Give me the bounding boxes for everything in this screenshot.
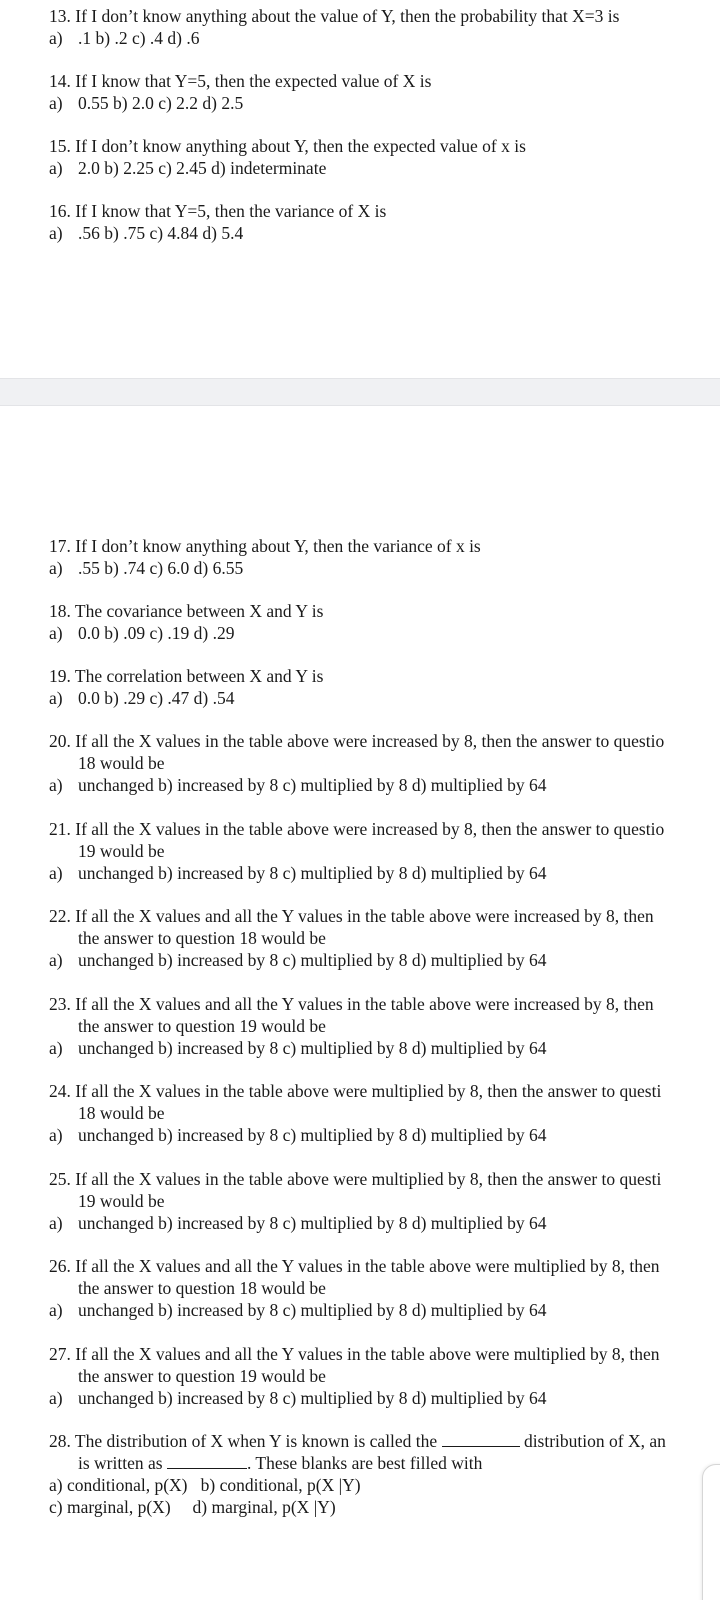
question-stem-part-2: distribution of X, an [523, 1431, 666, 1451]
question-stem: 26. If all the X values and all the Y values in the table above were multiplied by 8, then [49, 1256, 660, 1276]
answer-options [0, 949, 720, 971]
question-16 [0, 200, 720, 244]
option-label: a) [49, 863, 63, 883]
question-stem-continued [0, 1452, 720, 1474]
option-label: a) [49, 623, 63, 643]
question-25 [0, 1168, 720, 1234]
question-stem: 17. If I don’t know anything about Y, then the variance of x is [49, 536, 481, 556]
question-20 [0, 730, 720, 796]
option-label: a) [49, 158, 63, 178]
answer-options-line-2: c) marginal, p(X) d) marginal, p(X |Y) [49, 1497, 336, 1517]
question-stem: 15. If I don’t know anything about Y, then the expected value of x is [49, 136, 526, 156]
question-stem: 14. If I know that Y=5, then the expected value of X is [49, 71, 432, 91]
option-text: .56 b) .75 c) 4.84 d) 5.4 [78, 223, 244, 243]
option-label: a) [49, 223, 63, 243]
question-stem-continued: 19 would be [78, 1191, 165, 1211]
option-text: unchanged b) increased by 8 c) multiplied by 8 d) multiplied by 64 [78, 775, 547, 795]
question-stem-continued: the answer to question 18 would be [78, 1278, 326, 1298]
question-19 [0, 665, 720, 709]
answer-options [0, 862, 720, 884]
option-text: unchanged b) increased by 8 c) multiplied by 8 d) multiplied by 64 [78, 1388, 547, 1408]
option-label: a) [49, 1125, 63, 1145]
answer-options [0, 1124, 720, 1146]
answer-options [0, 1037, 720, 1059]
question-23 [0, 993, 720, 1059]
option-text: unchanged b) increased by 8 c) multiplied by 8 d) multiplied by 64 [78, 1213, 547, 1233]
question-stem-continued: the answer to question 19 would be [78, 1366, 326, 1386]
question-24 [0, 1080, 720, 1146]
option-text: unchanged b) increased by 8 c) multiplied by 8 d) multiplied by 64 [78, 1300, 547, 1320]
option-label: a) [49, 28, 63, 48]
option-text: 0.0 b) .09 c) .19 d) .29 [78, 623, 235, 643]
question-stem-continued: 18 would be [78, 1103, 165, 1123]
answer-options [0, 774, 720, 796]
option-text: 0.55 b) 2.0 c) 2.2 d) 2.5 [78, 93, 244, 113]
question-stem: 22. If all the X values and all the Y values in the table above were increased by 8, then [49, 906, 654, 926]
option-text: .55 b) .74 c) 6.0 d) 6.55 [78, 558, 244, 578]
option-text: 2.0 b) 2.25 c) 2.45 d) indeterminate [78, 158, 327, 178]
question-stem: 21. If all the X values in the table above were increased by 8, then the answer to questio [49, 819, 665, 839]
option-label: a) [49, 1388, 63, 1408]
question-cont-part-1: is written as [78, 1453, 163, 1473]
option-label: a) [49, 688, 63, 708]
fill-in-blank [167, 1456, 247, 1469]
option-text: .1 b) .2 c) .4 d) .6 [78, 28, 200, 48]
question-28 [0, 1430, 720, 1518]
document-page-1 [0, 0, 720, 378]
question-stem: 13. If I don’t know anything about the value of Y, then the probability that X=3 is [49, 6, 620, 26]
question-stem: 18. The covariance between X and Y is [49, 601, 324, 621]
question-15 [0, 135, 720, 179]
question-13 [0, 5, 720, 49]
answer-options [0, 557, 720, 579]
option-text: 0.0 b) .29 c) .47 d) .54 [78, 688, 235, 708]
fill-in-blank [442, 1434, 520, 1447]
option-text: unchanged b) increased by 8 c) multiplied by 8 d) multiplied by 64 [78, 1038, 547, 1058]
answer-options [0, 1299, 720, 1321]
question-stem [0, 1430, 720, 1452]
question-stem: 19. The correlation between X and Y is [49, 666, 324, 686]
question-stem: 20. If all the X values in the table above were increased by 8, then the answer to questio [49, 731, 665, 751]
question-14 [0, 70, 720, 114]
option-label: a) [49, 93, 63, 113]
question-stem-continued: 19 would be [78, 841, 165, 861]
answer-options [0, 222, 720, 244]
answer-options [0, 157, 720, 179]
option-label: a) [49, 950, 63, 970]
option-label: a) [49, 775, 63, 795]
option-label: a) [49, 1038, 63, 1058]
document-page-2 [0, 406, 720, 1600]
option-label: a) [49, 558, 63, 578]
answer-options [0, 687, 720, 709]
question-stem-continued: the answer to question 19 would be [78, 1016, 326, 1036]
question-stem: 25. If all the X values in the table above were multiplied by 8, then the answer to questi [49, 1169, 662, 1189]
question-stem: 16. If I know that Y=5, then the variance of X is [49, 201, 387, 221]
option-text: unchanged b) increased by 8 c) multiplied by 8 d) multiplied by 64 [78, 950, 547, 970]
question-stem: 24. If all the X values in the table above were multiplied by 8, then the answer to questi [49, 1081, 662, 1101]
option-label: a) [49, 1300, 63, 1320]
option-text: unchanged b) increased by 8 c) multiplied by 8 d) multiplied by 64 [78, 1125, 547, 1145]
question-21 [0, 818, 720, 884]
answer-options [0, 92, 720, 114]
question-22 [0, 905, 720, 971]
question-stem-continued: the answer to question 18 would be [78, 928, 326, 948]
answer-options [0, 1387, 720, 1409]
answer-options [0, 1212, 720, 1234]
question-17 [0, 535, 720, 579]
option-text: unchanged b) increased by 8 c) multiplied by 8 d) multiplied by 64 [78, 863, 547, 883]
question-stem-part-1: 28. The distribution of X when Y is known is called the [49, 1431, 438, 1451]
answer-options-line-1: a) conditional, p(X) b) conditional, p(X |Y) [49, 1475, 361, 1495]
question-stem: 27. If all the X values and all the Y values in the table above were multiplied by 8, then [49, 1344, 660, 1364]
side-panel-handle[interactable] [702, 1464, 720, 1600]
page-separator [0, 378, 720, 406]
question-stem-continued: 18 would be [78, 753, 165, 773]
option-label: a) [49, 1213, 63, 1233]
question-26 [0, 1255, 720, 1321]
question-cont-part-2: . These blanks are best filled with [246, 1453, 483, 1473]
question-27 [0, 1343, 720, 1409]
answer-options [0, 622, 720, 644]
question-stem: 23. If all the X values and all the Y values in the table above were increased by 8, then [49, 994, 654, 1014]
question-18 [0, 600, 720, 644]
answer-options [0, 27, 720, 49]
